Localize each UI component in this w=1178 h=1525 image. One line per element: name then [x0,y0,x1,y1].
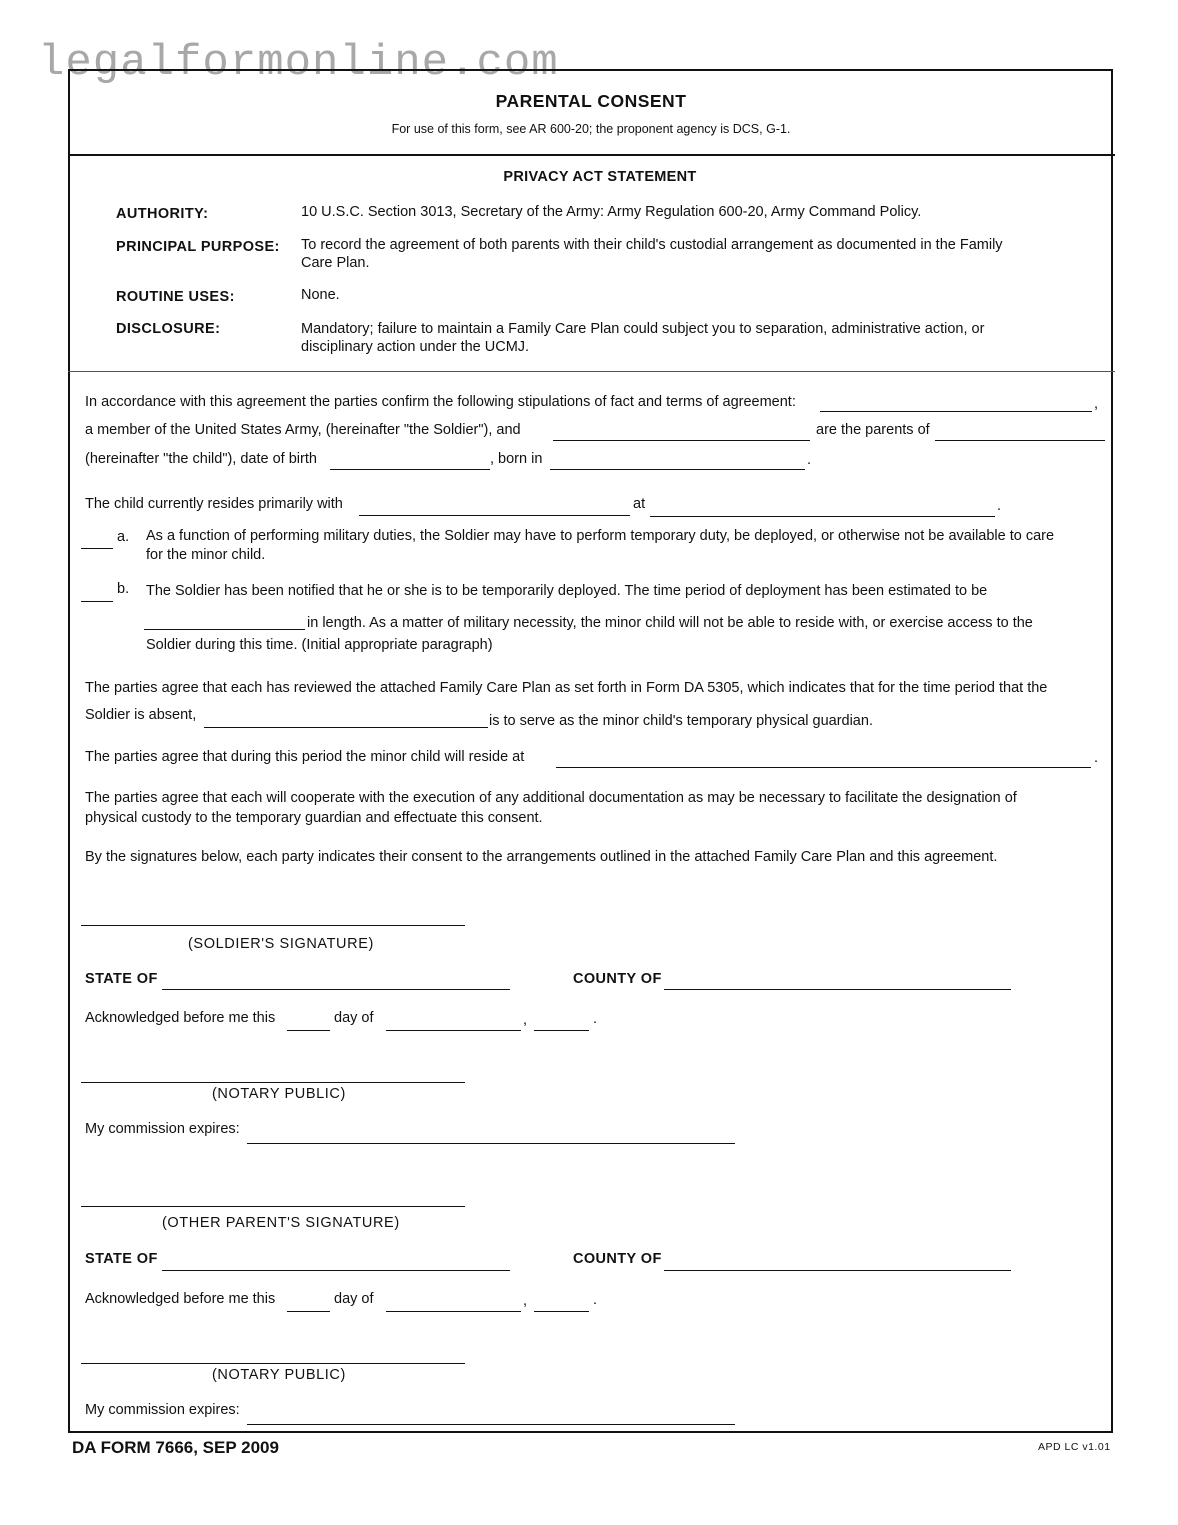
at-text: at [633,496,646,512]
header-divider [68,154,1115,156]
notary-signature-line-1[interactable] [81,1082,465,1083]
state-of-label-2: STATE OF [85,1251,158,1267]
cooperate-line-2: physical custody to the temporary guardian and effectuate this consent. [85,810,543,826]
soldier-signature-caption: (SOLDIER'S SIGNATURE) [188,936,374,952]
ack-comma-2: , [523,1293,528,1309]
item-b-line-2: in length. As a matter of military necessity, the minor child will not be able to reside with, or exercise access to the [307,615,1033,631]
commission-field-2[interactable] [247,1424,735,1425]
item-b-marker: b. [117,581,130,597]
item-a-line-2: for the minor child. [146,547,266,563]
county-field-2[interactable] [664,1270,1011,1271]
other-parent-name-field[interactable] [553,440,810,441]
resides-period: . [997,498,1002,514]
state-field-1[interactable] [162,989,510,990]
guardian-address-field[interactable] [556,767,1091,768]
resides-with-field[interactable] [359,515,630,516]
notary-caption-2: (NOTARY PUBLIC) [212,1367,346,1383]
state-of-label-1: STATE OF [85,971,158,987]
privacy-heading: PRIVACY ACT STATEMENT [503,169,697,185]
child-name-field[interactable] [935,440,1105,441]
authority-label: AUTHORITY: [116,206,209,222]
ack-text-2: Acknowledged before me this [85,1291,276,1307]
commission-field-1[interactable] [247,1143,735,1144]
form-title: PARENTAL CONSENT [495,91,687,111]
routine-uses-text: None. [301,287,340,303]
intro-text: In accordance with this agreement the parties confirm the following stipulations of fact and terms of agreement: [85,394,796,410]
dob-field[interactable] [330,469,490,470]
privacy-divider [68,371,1115,372]
intro-comma: , [1094,396,1099,412]
ack-period-1: . [593,1011,598,1027]
ack-year-field-2[interactable] [534,1311,589,1312]
resides-at-field[interactable] [650,516,995,517]
purpose-line-2: Care Plan. [301,255,370,271]
signatures-text: By the signatures below, each party indicates their consent to the arrangements outlined in the attached Family Care Plan and this agreement. [85,849,998,865]
authority-text: 10 U.S.C. Section 3013, Secretary of the Army: Army Regulation 600-20, Army Command Policy. [301,204,922,220]
born-period: . [807,452,812,468]
birthplace-field[interactable] [550,469,805,470]
state-field-2[interactable] [162,1270,510,1271]
other-parent-signature-caption: (OTHER PARENT'S SIGNATURE) [162,1215,400,1231]
ack-day-field-2[interactable] [287,1311,330,1312]
deployment-length-field[interactable] [144,629,305,630]
item-a-line-1: As a function of performing military duties, the Soldier may have to perform temporary duty, be deployed, or otherwise not be available to care [146,528,1055,544]
disclosure-line-1: Mandatory; failure to maintain a Family Care Plan could subject you to separation, administrative action, or [301,321,985,337]
item-b-line-1: The Soldier has been notified that he or she is to be temporarily deployed. The time period of deployment has been estimated to be [146,583,988,599]
form-number: DA FORM 7666, SEP 2009 [72,1438,279,1457]
ack-month-field-2[interactable] [386,1311,521,1312]
ack-month-field-1[interactable] [386,1030,521,1031]
item-b-line-3: Soldier during this time. (Initial appropriate paragraph) [146,637,493,653]
commission-text-1: My commission expires: [85,1121,240,1137]
notary-signature-line-2[interactable] [81,1363,465,1364]
county-field-1[interactable] [664,989,1011,990]
purpose-line-1: To record the agreement of both parents with their child's custodial arrangement as documented in the Family [301,237,1003,253]
ack-text-1: Acknowledged before me this [85,1010,276,1026]
are-parents-text: are the parents of [816,422,930,438]
commission-text-2: My commission expires: [85,1402,240,1418]
initial-b-field[interactable] [81,601,113,602]
purpose-label: PRINCIPAL PURPOSE: [116,239,280,255]
county-of-label-1: COUNTY OF [573,971,662,987]
ack-comma-1: , [523,1012,528,1028]
ack-period-2: . [593,1292,598,1308]
reside-at-text: The parties agree that during this period the minor child will reside at [85,749,525,765]
guardian-name-field[interactable] [204,727,488,728]
born-in-text: , born in [490,451,543,467]
disclosure-line-2: disciplinary action under the UCMJ. [301,339,530,355]
disclosure-label: DISCLOSURE: [116,321,221,337]
day-of-text-1: day of [334,1010,374,1026]
review-line-1: The parties agree that each has reviewed the attached Family Care Plan as set forth in Form DA 5305, which indicates that for the time period that the [85,680,1048,696]
routine-uses-label: ROUTINE USES: [116,289,235,305]
reside-period: . [1094,750,1099,766]
form-version: APD LC v1.01 [1038,1441,1111,1453]
review-line-2b: is to serve as the minor child's temporary physical guardian. [489,713,873,729]
ack-day-field-1[interactable] [287,1030,330,1031]
form-subtitle: For use of this form, see AR 600-20; the proponent agency is DCS, G-1. [391,122,791,136]
watermark: legalformonline.com [38,38,559,88]
other-parent-signature-line[interactable] [81,1206,465,1207]
cooperate-line-1: The parties agree that each will cooperate with the execution of any additional documentation as may be necessary to facilitate the designation of [85,790,1017,806]
resides-text: The child currently resides primarily with [85,496,343,512]
child-dob-text: (hereinafter "the child"), date of birth [85,451,317,467]
day-of-text-2: day of [334,1291,374,1307]
ack-year-field-1[interactable] [534,1030,589,1031]
initial-a-field[interactable] [81,548,113,549]
soldier-name-field[interactable] [820,411,1092,412]
review-line-2a: Soldier is absent, [85,707,197,723]
soldier-signature-line[interactable] [81,925,465,926]
county-of-label-2: COUNTY OF [573,1251,662,1267]
item-a-marker: a. [117,529,130,545]
notary-caption-1: (NOTARY PUBLIC) [212,1086,346,1102]
member-text: a member of the United States Army, (hereinafter "the Soldier"), and [85,422,521,438]
